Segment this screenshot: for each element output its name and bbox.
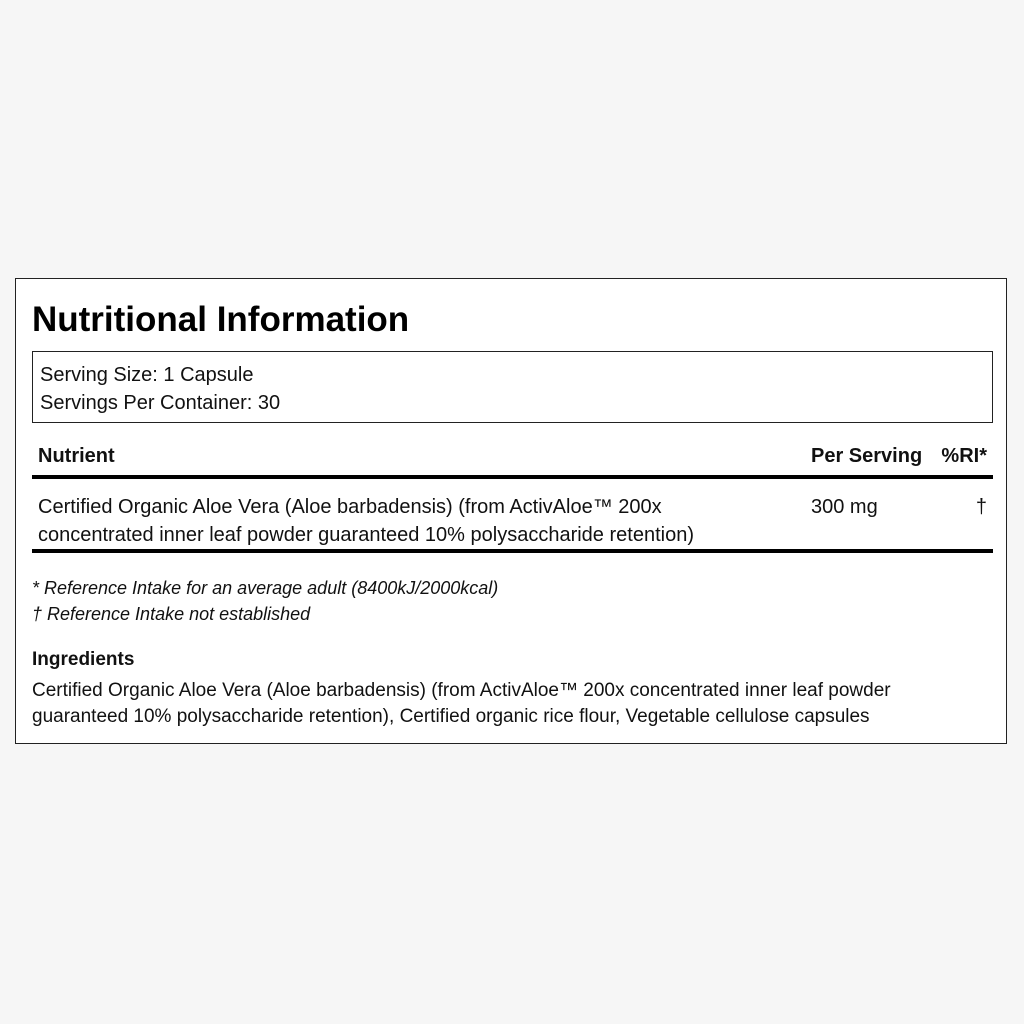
- nutrient-name: Certified Organic Aloe Vera (Aloe barbadensis) (from ActivAloe™ 200x concentrated inner leaf powder guaranteed 10% polysaccharide retention): [38, 496, 694, 546]
- nutrient-amount: 300 mg: [811, 496, 878, 518]
- footnote-ri-not-established: † Reference Intake not established: [32, 604, 311, 624]
- nutrient-table: [32, 443, 993, 553]
- footnote-ri-reference: * Reference Intake for an average adult (8400kJ/2000kcal): [32, 578, 499, 598]
- panel-title: Nutritional Information: [32, 300, 410, 339]
- table-row: [32, 479, 993, 553]
- ingredients-text: Certified Organic Aloe Vera (Aloe barbadensis) (from ActivAloe™ 200x concentrated inner leaf powder guaranteed 10% polysaccharide retention), Certified organic rice flour, Vegetable cellulose capsules: [32, 680, 891, 727]
- servings-per-container: Servings Per Container: 30: [40, 392, 281, 414]
- header-ri: %RI*: [941, 445, 987, 467]
- footnotes: [32, 575, 498, 627]
- header-nutrient: Nutrient: [38, 445, 115, 467]
- header-per-serving: Per Serving: [811, 445, 923, 467]
- serving-info-box: [32, 351, 993, 423]
- serving-size: Serving Size: 1 Capsule: [40, 364, 254, 386]
- ingredients-heading: Ingredients: [32, 649, 135, 670]
- nutrient-ri: †: [975, 496, 987, 518]
- table-header: [32, 443, 993, 479]
- nutrition-panel: [15, 278, 1007, 744]
